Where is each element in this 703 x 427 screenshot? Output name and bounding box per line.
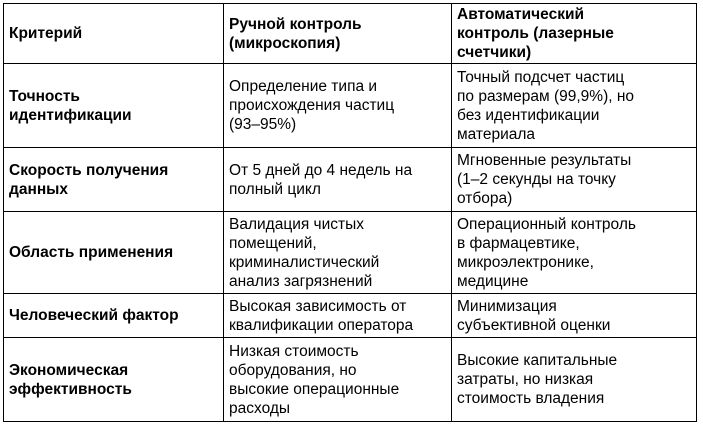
manual-cell: Низкая стоимость оборудования, но высокие операционные расходы <box>224 338 452 422</box>
manual-cell: От 5 дней до 4 недель на полный цикл <box>224 148 452 212</box>
table-row <box>4 212 697 294</box>
criterion-cell: Экономическая эффективность <box>4 338 224 422</box>
criterion-cell: Человеческий фактор <box>4 294 224 338</box>
manual-cell: Определение типа и происхождения частиц (93–95%) <box>224 64 452 148</box>
manual-cell: Высокая зависимость от квалификации оператора <box>224 294 452 338</box>
header-manual-control: Ручной контроль (микроскопия) <box>224 4 452 64</box>
criterion-cell: Точность идентификации <box>4 64 224 148</box>
table-row <box>4 148 697 212</box>
auto-cell: Минимизация субъективной оценки <box>452 294 697 338</box>
table-row <box>4 64 697 148</box>
table-header-row <box>4 4 697 64</box>
criterion-cell: Скорость получения данных <box>4 148 224 212</box>
comparison-table <box>3 3 697 422</box>
auto-cell: Операционный контроль в фармацевтике, микроэлектронике, медицине <box>452 212 697 294</box>
auto-cell: Высокие капитальные затраты, но низкая стоимость владения <box>452 338 697 422</box>
auto-cell: Точный подсчет частиц по размерам (99,9%), но без идентификации материала <box>452 64 697 148</box>
criterion-cell: Область применения <box>4 212 224 294</box>
header-criterion: Критерий <box>4 4 224 64</box>
table-row <box>4 294 697 338</box>
auto-cell: Мгновенные результаты (1–2 секунды на точку отбора) <box>452 148 697 212</box>
table-row <box>4 338 697 422</box>
manual-cell: Валидация чистых помещений, криминалистический анализ загрязнений <box>224 212 452 294</box>
header-auto-control: Автоматический контроль (лазерные счетчики) <box>452 4 697 64</box>
